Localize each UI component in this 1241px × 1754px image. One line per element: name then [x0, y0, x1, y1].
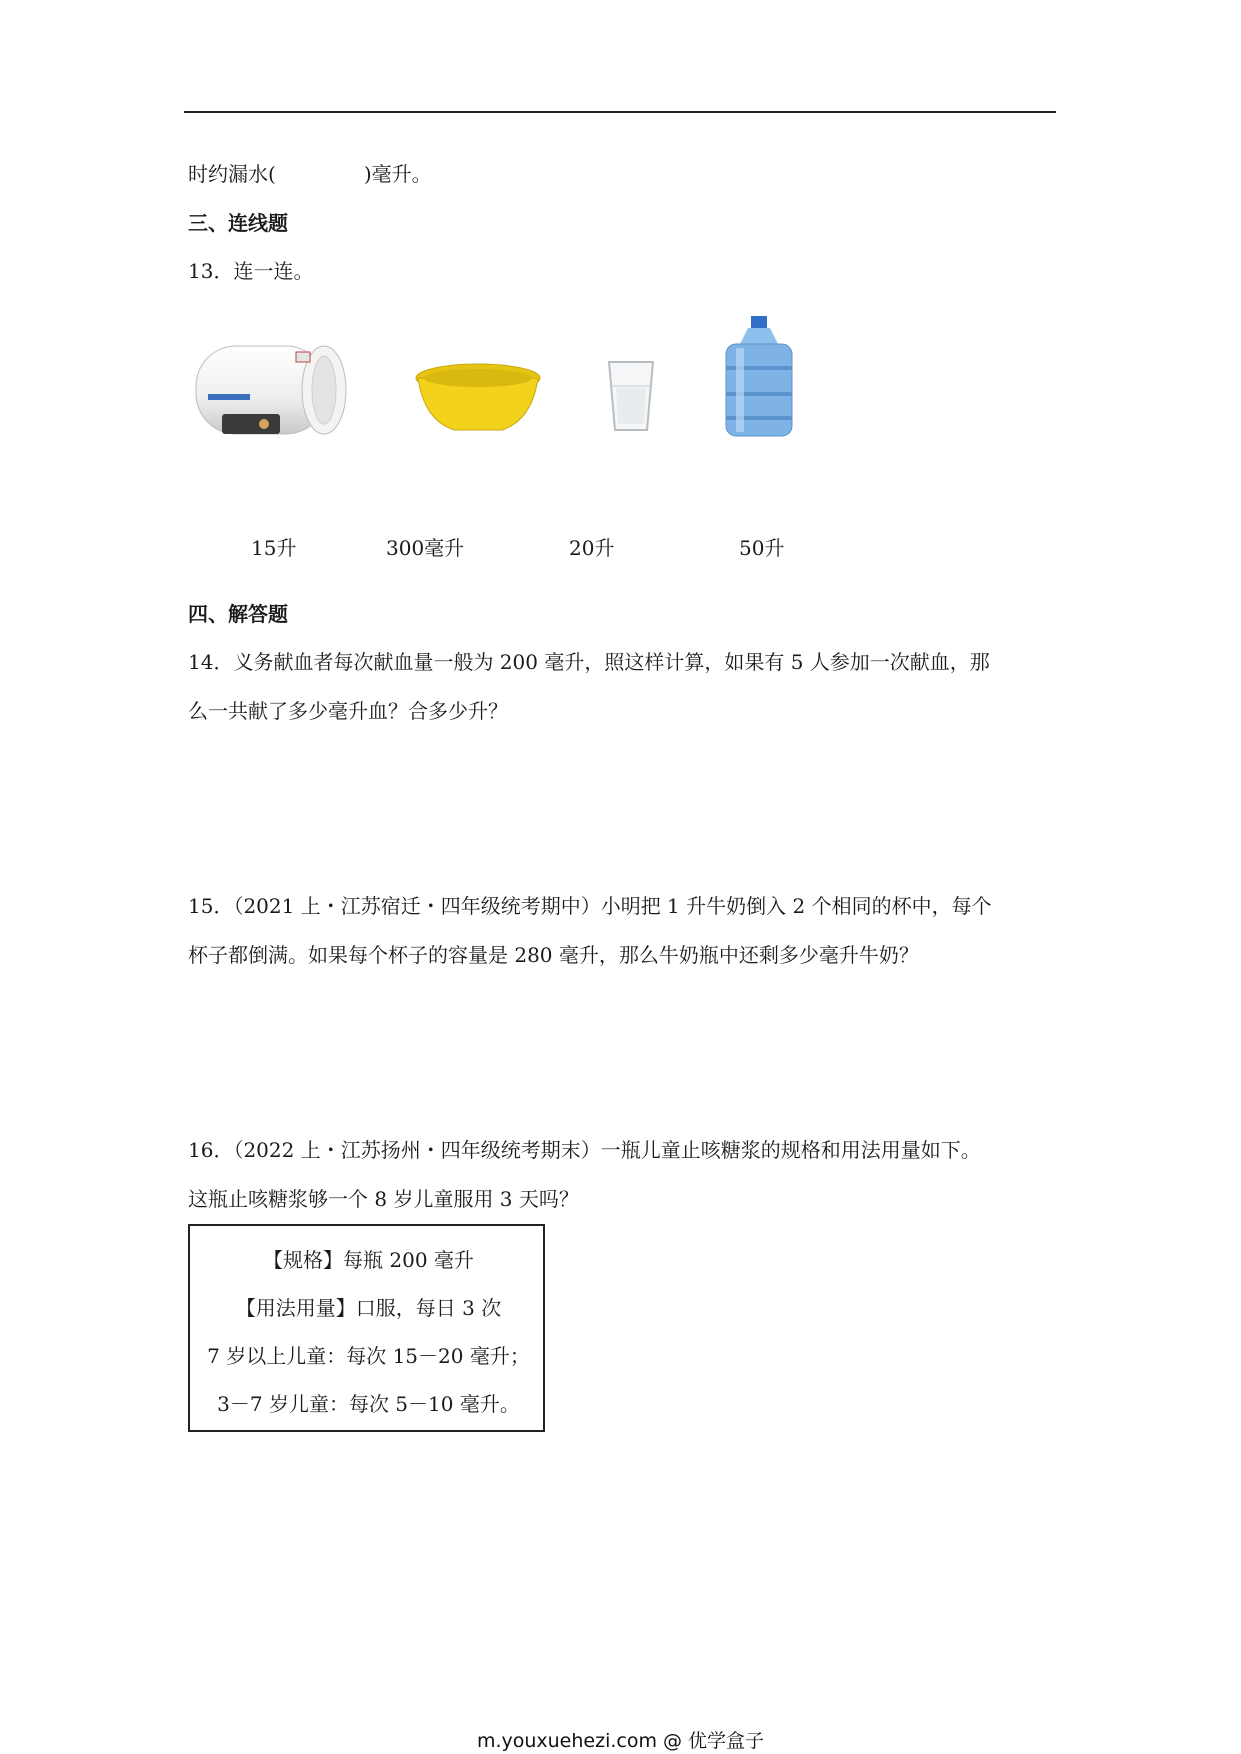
section4-title: 四、解答题 — [188, 602, 288, 626]
match-label-4[interactable]: 50升 — [739, 536, 785, 560]
tail-prefix: 时约漏水( — [188, 162, 276, 186]
water-heater-icon — [192, 336, 350, 446]
match-label-3[interactable]: 20升 — [569, 536, 615, 560]
footer-watermark[interactable]: m.youxuehezi.com @ 优学盒子 — [476, 1730, 765, 1752]
match-label-1[interactable]: 15升 — [251, 536, 297, 560]
water-bottle-icon — [718, 314, 800, 440]
section3-title: 三、连线题 — [188, 211, 288, 235]
q15-line2: 杯子都倒满。如果每个杯子的容量是 280 毫升，那么牛奶瓶中还剩多少毫升牛奶？ — [188, 943, 919, 967]
glass-icon — [606, 358, 656, 434]
spec-line: 【规格】每瓶 200 毫升 — [263, 1248, 474, 1272]
q16-line1: 16．（2022 上・江苏扬州・四年级统考期末）一瓶儿童止咳糖浆的规格和用法用量如下。 — [188, 1138, 981, 1162]
q16-line2: 这瓶止咳糖浆够一个 8 岁儿童服用 3 天吗？ — [188, 1187, 579, 1211]
younger-children-line: 3－7 岁儿童：每次 5－10 毫升。 — [217, 1392, 520, 1416]
q15-line1: 15．（2021 上・江苏宿迁・四年级统考期中）小明把 1 升牛奶倒入 2 个相同的杯中，每个 — [188, 894, 992, 918]
q14-line1: 14．义务献血者每次献血量一般为 200 毫升，照这样计算，如果有 5 人参加一次献血，那 — [188, 650, 990, 674]
match-label-2[interactable]: 300毫升 — [386, 536, 465, 560]
q13-text: 13．连一连。 — [188, 259, 314, 283]
header-rule — [184, 111, 1056, 113]
dosage-line: 【用法用量】口服，每日 3 次 — [235, 1296, 502, 1320]
previous-question-tail — [188, 160, 432, 188]
syrup-spec-box — [188, 1224, 545, 1432]
older-children-line: 7 岁以上儿童：每次 15－20 毫升； — [207, 1344, 530, 1368]
tail-suffix: )毫升。 — [363, 162, 432, 186]
basin-icon — [414, 360, 542, 436]
q14-line2: 么一共献了多少毫升血？合多少升？ — [188, 699, 508, 723]
